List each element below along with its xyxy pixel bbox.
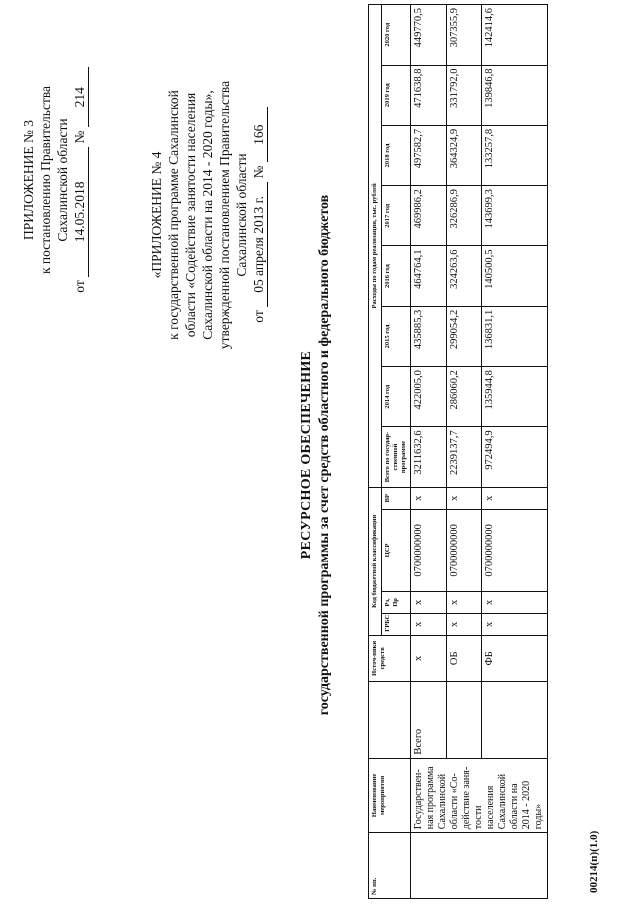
col-header-2020: 2020 год xyxy=(382,5,411,66)
cell-2014: 422005,0 xyxy=(411,367,447,427)
table-row xyxy=(411,5,447,899)
appendix-number: 214 xyxy=(71,67,89,127)
original-date: 05 апреля 2013 г. xyxy=(250,182,268,307)
cell-2014: 135944,8 xyxy=(482,367,548,427)
cell-source: ОБ xyxy=(446,635,482,681)
cell-csr: 0700000000 xyxy=(446,509,482,591)
col-header-2015: 2015 год xyxy=(382,306,411,366)
col-header-num: № пп. xyxy=(369,833,411,899)
col-header-total: Всего по государ-ственной программе xyxy=(382,427,411,487)
cell-grbs: х xyxy=(411,613,447,635)
appendix-title: ПРИЛОЖЕНИЕ № 3 xyxy=(21,119,36,241)
cell-2018: 497582,7 xyxy=(411,125,447,185)
col-header-budget-code: Код бюджетной классификации xyxy=(369,487,382,635)
cell-2020: 307355,9 xyxy=(446,5,482,66)
appendix-date: 14.05.2018 xyxy=(71,147,89,277)
cell-vr: х xyxy=(482,487,548,509)
col-header-csr: ЦСР xyxy=(382,509,411,591)
cell-total: 2239137,7 xyxy=(446,427,482,487)
cell-source: ФБ xyxy=(482,635,548,681)
appendix-ref-line: Сахалинской области xyxy=(55,118,70,242)
cell-vr: х xyxy=(446,487,482,509)
cell-rzpr: х xyxy=(482,591,548,613)
col-header-2014: 2014 год xyxy=(382,367,411,427)
col-header-source: Источ-ники средств xyxy=(369,635,411,681)
cell-2017: 143699,3 xyxy=(482,186,548,246)
col-header-name: Наименование мероприятия xyxy=(369,758,411,833)
cell-grbs: х xyxy=(482,613,548,635)
cell-num xyxy=(411,833,548,899)
cell-2015: 435885,3 xyxy=(411,306,447,366)
cell-rzpr: х xyxy=(446,591,482,613)
col-header-rzpr: Рз, Пр xyxy=(382,591,411,613)
col-header-2016: 2016 год xyxy=(382,246,411,306)
col-header-spacer xyxy=(369,681,411,758)
cell-2020: 142414,6 xyxy=(482,5,548,66)
cell-2015: 299054,2 xyxy=(446,306,482,366)
col-header-2017: 2017 год xyxy=(382,186,411,246)
cell-2014: 286060,2 xyxy=(446,367,482,427)
original-number: 166 xyxy=(250,107,268,162)
cell-2017: 469986,2 xyxy=(411,186,447,246)
document-title: РЕСУРСНОЕ ОБЕСПЕЧЕНИЕ государственной программы за счет средств областного и федерального бюджетов xyxy=(299,194,332,716)
cell-2019: 471638,8 xyxy=(411,65,447,125)
cell-label xyxy=(446,681,482,758)
cell-rzpr: х xyxy=(411,591,447,613)
col-header-expenses: Расходы по годам реализации, тыс. рублей xyxy=(369,5,382,488)
cell-2018: 364324,9 xyxy=(446,125,482,185)
cell-2016: 324263,6 xyxy=(446,246,482,306)
cell-total: 972494,9 xyxy=(482,427,548,487)
cell-label: Всего xyxy=(411,681,447,758)
cell-2017: 326286,9 xyxy=(446,186,482,246)
cell-2016: 464764,1 xyxy=(411,246,447,306)
cell-2016: 140500,5 xyxy=(482,246,548,306)
cell-2015: 136831,1 xyxy=(482,306,548,366)
appendix-date-line: от 14.05.2018 № 214 xyxy=(71,40,89,320)
cell-grbs: х xyxy=(446,613,482,635)
cell-2018: 133257,8 xyxy=(482,125,548,185)
cell-source: х xyxy=(411,635,447,681)
appendix-header xyxy=(20,40,89,320)
document-code: 00214(п)(1.0) xyxy=(588,830,600,893)
col-header-grbs: ГРБС xyxy=(382,613,411,635)
cell-csr: 0700000000 xyxy=(411,509,447,591)
resource-table xyxy=(368,4,548,899)
cell-2019: 331792,0 xyxy=(446,65,482,125)
original-appendix-title: «ПРИЛОЖЕНИЕ № 4 xyxy=(149,151,164,279)
col-header-2019: 2019 год xyxy=(382,65,411,125)
cell-2020: 449770,5 xyxy=(411,5,447,66)
original-date-line: от 05 апреля 2013 г. № 166 xyxy=(250,30,268,400)
cell-total: 3211632,6 xyxy=(411,427,447,487)
original-appendix-header: «ПРИЛОЖЕНИЕ № 4 к государственной программе Сахалинской области «Содействие занятости населения Сахалинской области на 2014 - 2020 годы», утвержденной постановлением Правительства Сахалинской области от 05 апреля 2013 г. № 166 xyxy=(148,30,268,400)
col-header-2018: 2018 год xyxy=(382,125,411,185)
appendix-ref-line: к постановлению Правительства xyxy=(38,85,53,275)
cell-label xyxy=(482,681,548,758)
cell-vr: х xyxy=(411,487,447,509)
cell-2019: 139846,8 xyxy=(482,65,548,125)
cell-program-name: Государствен-ная программа Сахалинской области «Со-действие заня-тости населения Сахалинской области на 2014 - 2020 годы» xyxy=(411,758,548,833)
col-header-vr: ВР xyxy=(382,487,411,509)
cell-csr: 0700000000 xyxy=(482,509,548,591)
